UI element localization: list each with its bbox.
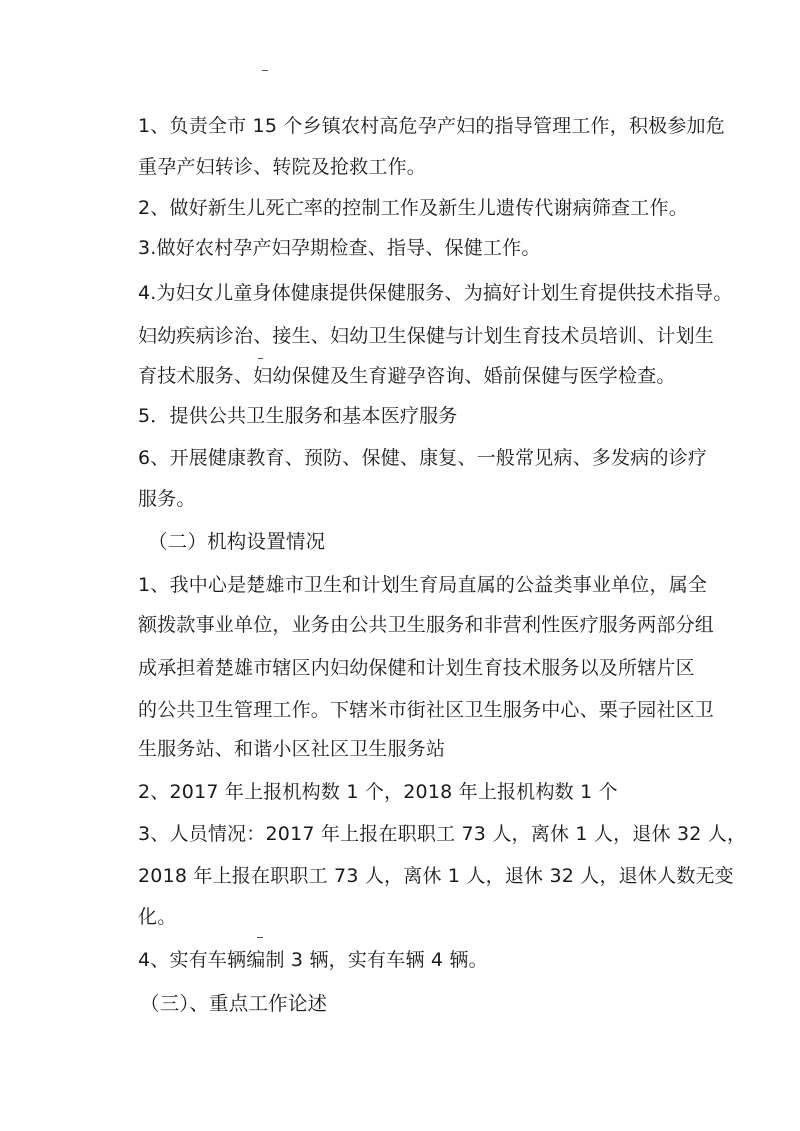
section-heading: （二）机构设置情况 (148, 530, 326, 553)
scan-speck (258, 358, 263, 359)
paragraph-line: 2、做好新生儿死亡率的控制工作及新生儿遗传代谢病筛查工作。 (138, 197, 688, 219)
paragraph-line: 3.做好农村孕产妇孕期检查、指导、保健工作。 (138, 237, 541, 259)
paragraph-line: 3、人员情况：2017 年上报在职职工 73 人，离休 1 人，退休 32 人， (138, 823, 747, 845)
paragraph-line: 育技术服务、妇幼保健及生育避孕咨询、婚前保健与医学检查。 (138, 365, 676, 387)
scan-speck (262, 70, 268, 71)
scan-speck (257, 937, 263, 938)
paragraph-line: 重孕产妇转诊、转院及抢救工作。 (138, 156, 427, 178)
paragraph-line: 妇幼疾病诊治、接生、妇幼卫生保健与计划生育技术员培训、计划生 (138, 325, 715, 347)
paragraph-line: 1、我中心是楚雄市卫生和计划生育局直属的公益类事业单位，属全 (138, 574, 708, 596)
paragraph-line: 6、开展健康教育、预防、保健、康复、一般常见病、多发病的诊疗 (138, 447, 708, 469)
paragraph-line: 1、负责全市 15 个乡镇农村高危孕产妇的指导管理工作，积极参加危 (138, 115, 725, 137)
section-heading: （三）、重点工作论述 (140, 992, 328, 1015)
paragraph-line: 生服务站、和谐小区社区卫生服务站 (138, 738, 446, 760)
paragraph-line: 4.为妇女儿童身体健康提供保健服务、为搞好计划生育提供技术指导。 (138, 282, 733, 304)
paragraph-line: 4、实有车辆编制 3 辆，实有车辆 4 辆。 (138, 949, 488, 971)
paragraph-line: 的公共卫生管理工作。下辖米市街社区卫生服务中心、栗子园社区卫 (138, 699, 715, 721)
paragraph-line: 化。 (138, 906, 177, 928)
paragraph-line: 服务。 (138, 488, 196, 510)
paragraph-line: 2018 年上报在职职工 73 人，离休 1 人，退休 32 人，退休人数无变 (138, 865, 734, 887)
paragraph-line: 2、2017 年上报机构数 1 个，2018 年上报机构数 1 个 (138, 781, 618, 803)
paragraph-line: 成承担着楚雄市辖区内妇幼保健和计划生育技术服务以及所辖片区 (138, 657, 695, 679)
paragraph-line: 5．提供公共卫生服务和基本医疗服务 (138, 405, 458, 427)
paragraph-line: 额拨款事业单位，业务由公共卫生服务和非营利性医疗服务两部分组 (138, 614, 715, 636)
